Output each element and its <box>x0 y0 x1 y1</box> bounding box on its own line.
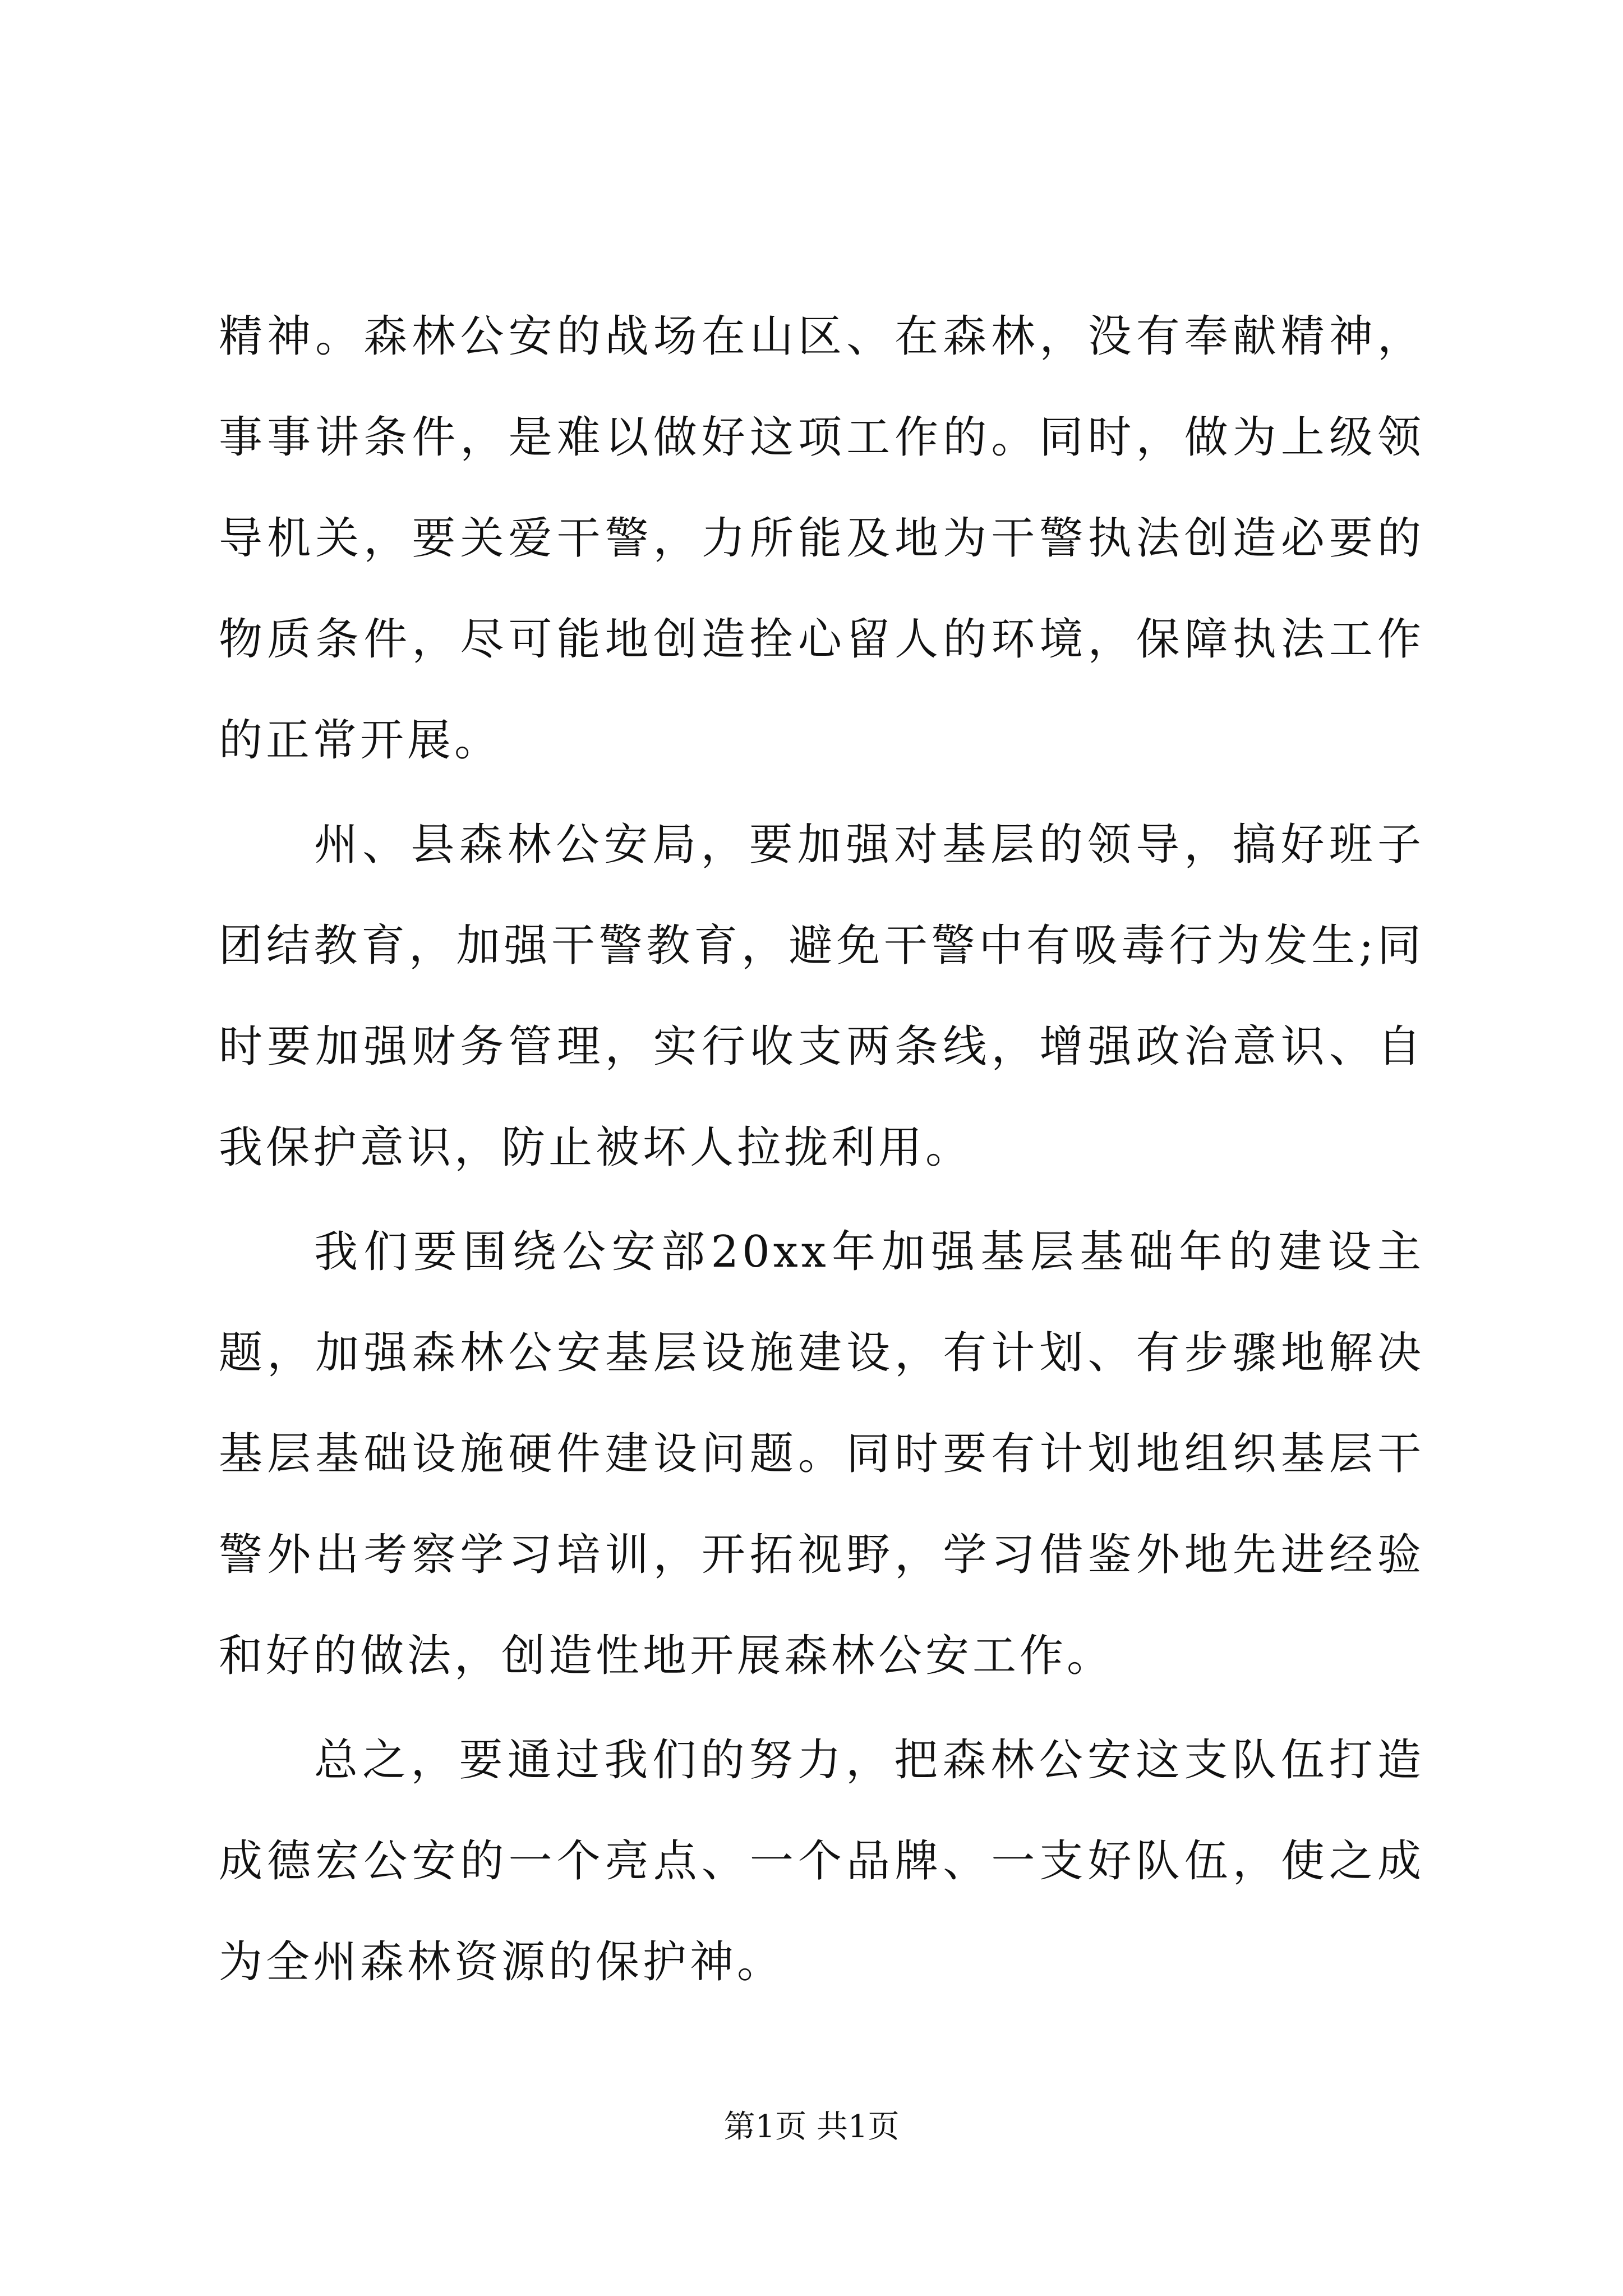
paragraph-3: 我们要围绕公安部20xx年加强基层基础年的建设主题，加强森林公安基层设施建设，有计划、有步骤地解决基层基础设施硬件建设问题。同时要有计划地组织基层干警外出考察学习培训，开拓视野，学习借鉴外地先进经验和好的做法，创造性地开展森林公安工作。 <box>219 1227 1424 1681</box>
page-footer: 第1页 共1页 <box>723 2109 900 2145</box>
paragraph-2: 州、县森林公安局，要加强对基层的领导，搞好班子团结教育，加强干警教育，避免干警中有吸毒行为发生;同时要加强财务管理，实行收支两条线，增强政治意识、自我保护意识，防止被坏人拉拢利用。 <box>219 820 1424 1173</box>
document-body <box>219 286 1424 2016</box>
paragraph-1: 精神。森林公安的战场在山区、在森林，没有奉献精神，事事讲条件，是难以做好这项工作的。同时，做为上级领导机关，要关爱干警，力所能及地为干警执法创造必要的物质条件，尽可能地创造拴心留人的环境，保障执法工作的正常开展。 <box>219 311 1424 766</box>
paragraph-4: 总之，要通过我们的努力，把森林公安这支队伍打造成德宏公安的一个亮点、一个品牌、一支好队伍，使之成为全州森林资源的保护神。 <box>219 1735 1424 1987</box>
